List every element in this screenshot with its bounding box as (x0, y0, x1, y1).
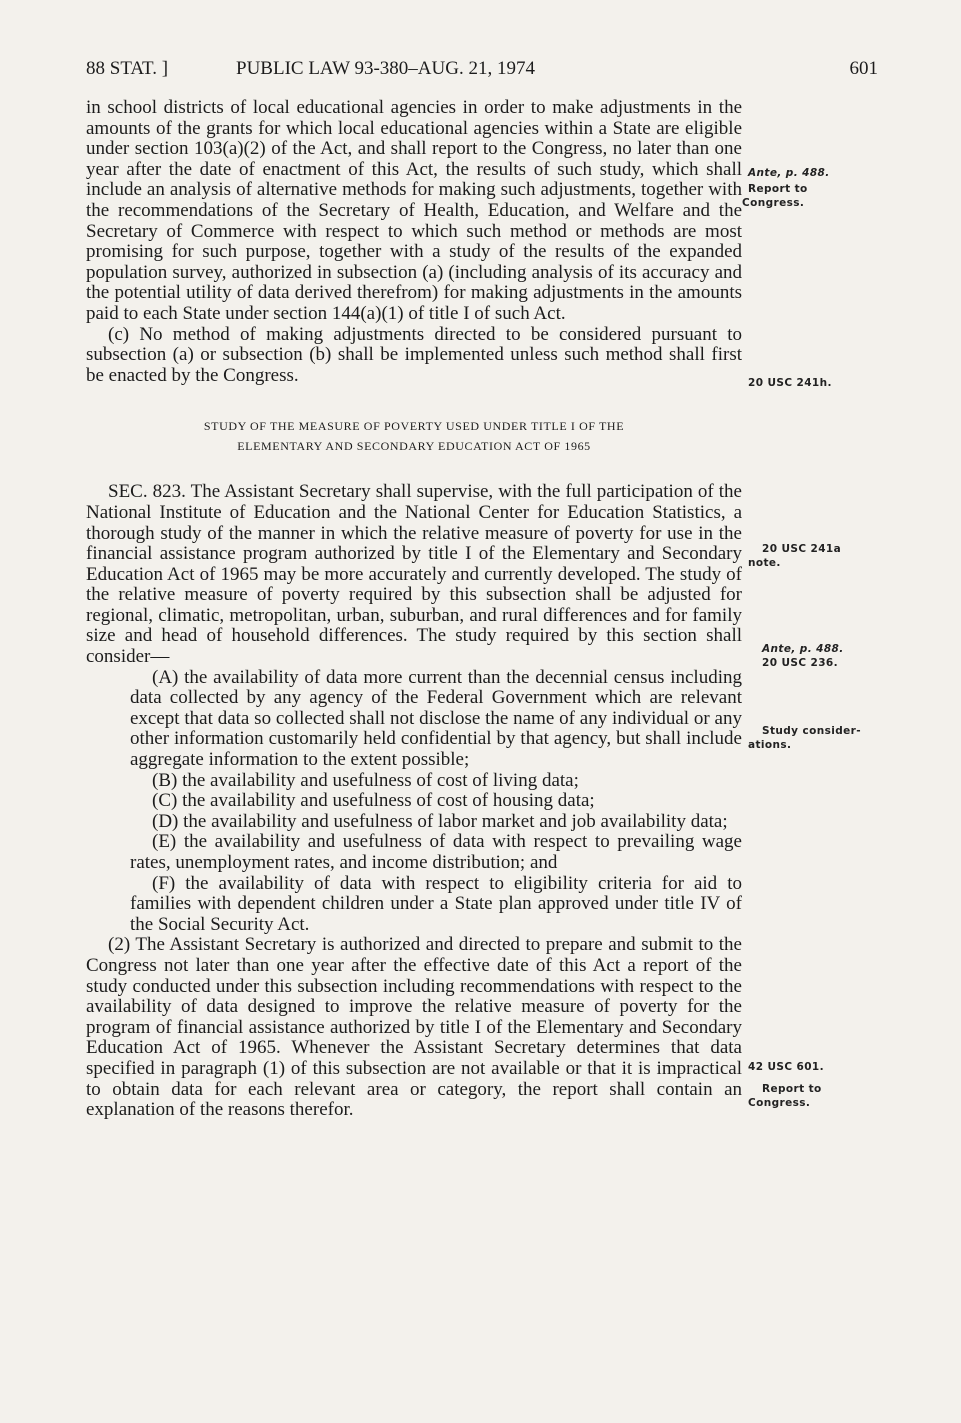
margin-note-report-1: Report to Congress. (742, 183, 808, 209)
margin-note-usc-241h: 20 USC 241h. (748, 377, 832, 389)
page-header (86, 58, 878, 84)
paragraph-2: (2) The Assistant Secretary is authorized and directed to prepare and submit to the Congress not later than one year after the effective date of this Act a report of the study conducted under this subsection including recommendations with respect to the availability of data designed to improve the relative measure of poverty for the program of financial assistance authorized by title I of the Elementary and Secondary Education Act of 1965. Whenever the Assistant Secretary determines that data specified in paragraph (1) of this subsection are not available or that it is impractical to obtain data for each relevant area or category, the report shall contain an explanation of the reasons therefor. (86, 934, 742, 1121)
paragraph-continued: in school districts of local educational agencies in order to make adjustments in the amounts of the grants for which local educational agencies within a State are eligible under section 103(a)(2) of the Act, and shall report to the Congress, no later than one year after the date of enactment of this Act, the results of such study, which shall include an analysis of alternative methods for making such adjustments, together with the recommendations of the Secretary of Health, Education, and Welfare and the Secretary of Commerce with respect to which such method or methods are most promising for such purpose, together with a study of the results of the expanded population survey, authorized in subsection (a) (including analysis of its accuracy and the potential utility of data derived therefrom) for making adjustments in the amounts paid to each State under section 144(a)(1) of title I of such Act. (86, 97, 742, 324)
ante-citation-1: Ante, p. 488. (748, 167, 830, 179)
item-d: (D) the availability and usefulness of labor market and job availability data; (152, 810, 728, 832)
item-e: (E) the availability and usefulness of data with respect to prevailing wage rates, unemployment rates, and income distribution; and (130, 831, 742, 873)
statute-volume: 88 STAT. ] (86, 58, 169, 79)
body-text (86, 98, 742, 1121)
margin-note-ante-1 (748, 166, 868, 180)
section-heading-line1: STUDY OF THE MEASURE OF POVERTY USED UNDER TITLE I OF THE (203, 419, 625, 434)
margin-note-ante-2: Ante, p. 488. 20 USC 236. (762, 643, 844, 669)
margin-note-report-2: Report to Congress. (748, 1083, 822, 1109)
item-f: (F) the availability of data with respect to eligibility criteria for aid to families with dependent children under a State plan approved under title IV of the Social Security Act. (130, 872, 742, 935)
item-b: (B) the availability and usefulness of cost of living data; (152, 769, 579, 791)
page-title: PUBLIC LAW 93-380–AUG. 21, 1974 (236, 58, 535, 79)
page-number: 601 (849, 58, 878, 79)
paragraph-c: (c) No method of making adjustments directed to be considered pursuant to subsection (a) or subsection (b) shall be implemented unless such method shall first be enacted by the Congress. (86, 323, 742, 386)
item-a: (A) the availability of data more current than the decennial census including data collected by any agency of the Federal Government which are relevant except that data so collected shall not disclose the name of any individual or any other information customarily held confidential by that agency, but shall include aggregate information to the extent possible; (130, 666, 742, 771)
section-text: The Assistant Secretary shall supervise, with the full participation of the National Institute of Education and the National Center for Education Statistics, a thorough study of the manner in which the relative measure of poverty for use in the financial assistance program authorized by title I of the Elementary and Secondary Education Act of 1965 may be more accurately and currently developed. The study of the relative measure of poverty required by this subsection shall be adjusted for regional, climatic, metropolitan, urban, suburban, and rural differences and for family size and head of household differences. The study required by this section shall consider— (86, 481, 742, 668)
section-heading-line2: ELEMENTARY AND SECONDARY EDUCATION ACT OF 1965 (237, 439, 591, 454)
section-heading (86, 416, 742, 456)
margin-note-study-considerations: Study consider- ations. (748, 725, 862, 751)
section-823 (86, 482, 742, 667)
section-label: SEC. 823. (108, 481, 186, 503)
margin-note-usc-601: 42 USC 601. (748, 1061, 825, 1073)
item-c: (C) the availability and usefulness of cost of housing data; (152, 790, 595, 812)
margin-note-usc-241a: 20 USC 241a note. (748, 543, 842, 569)
